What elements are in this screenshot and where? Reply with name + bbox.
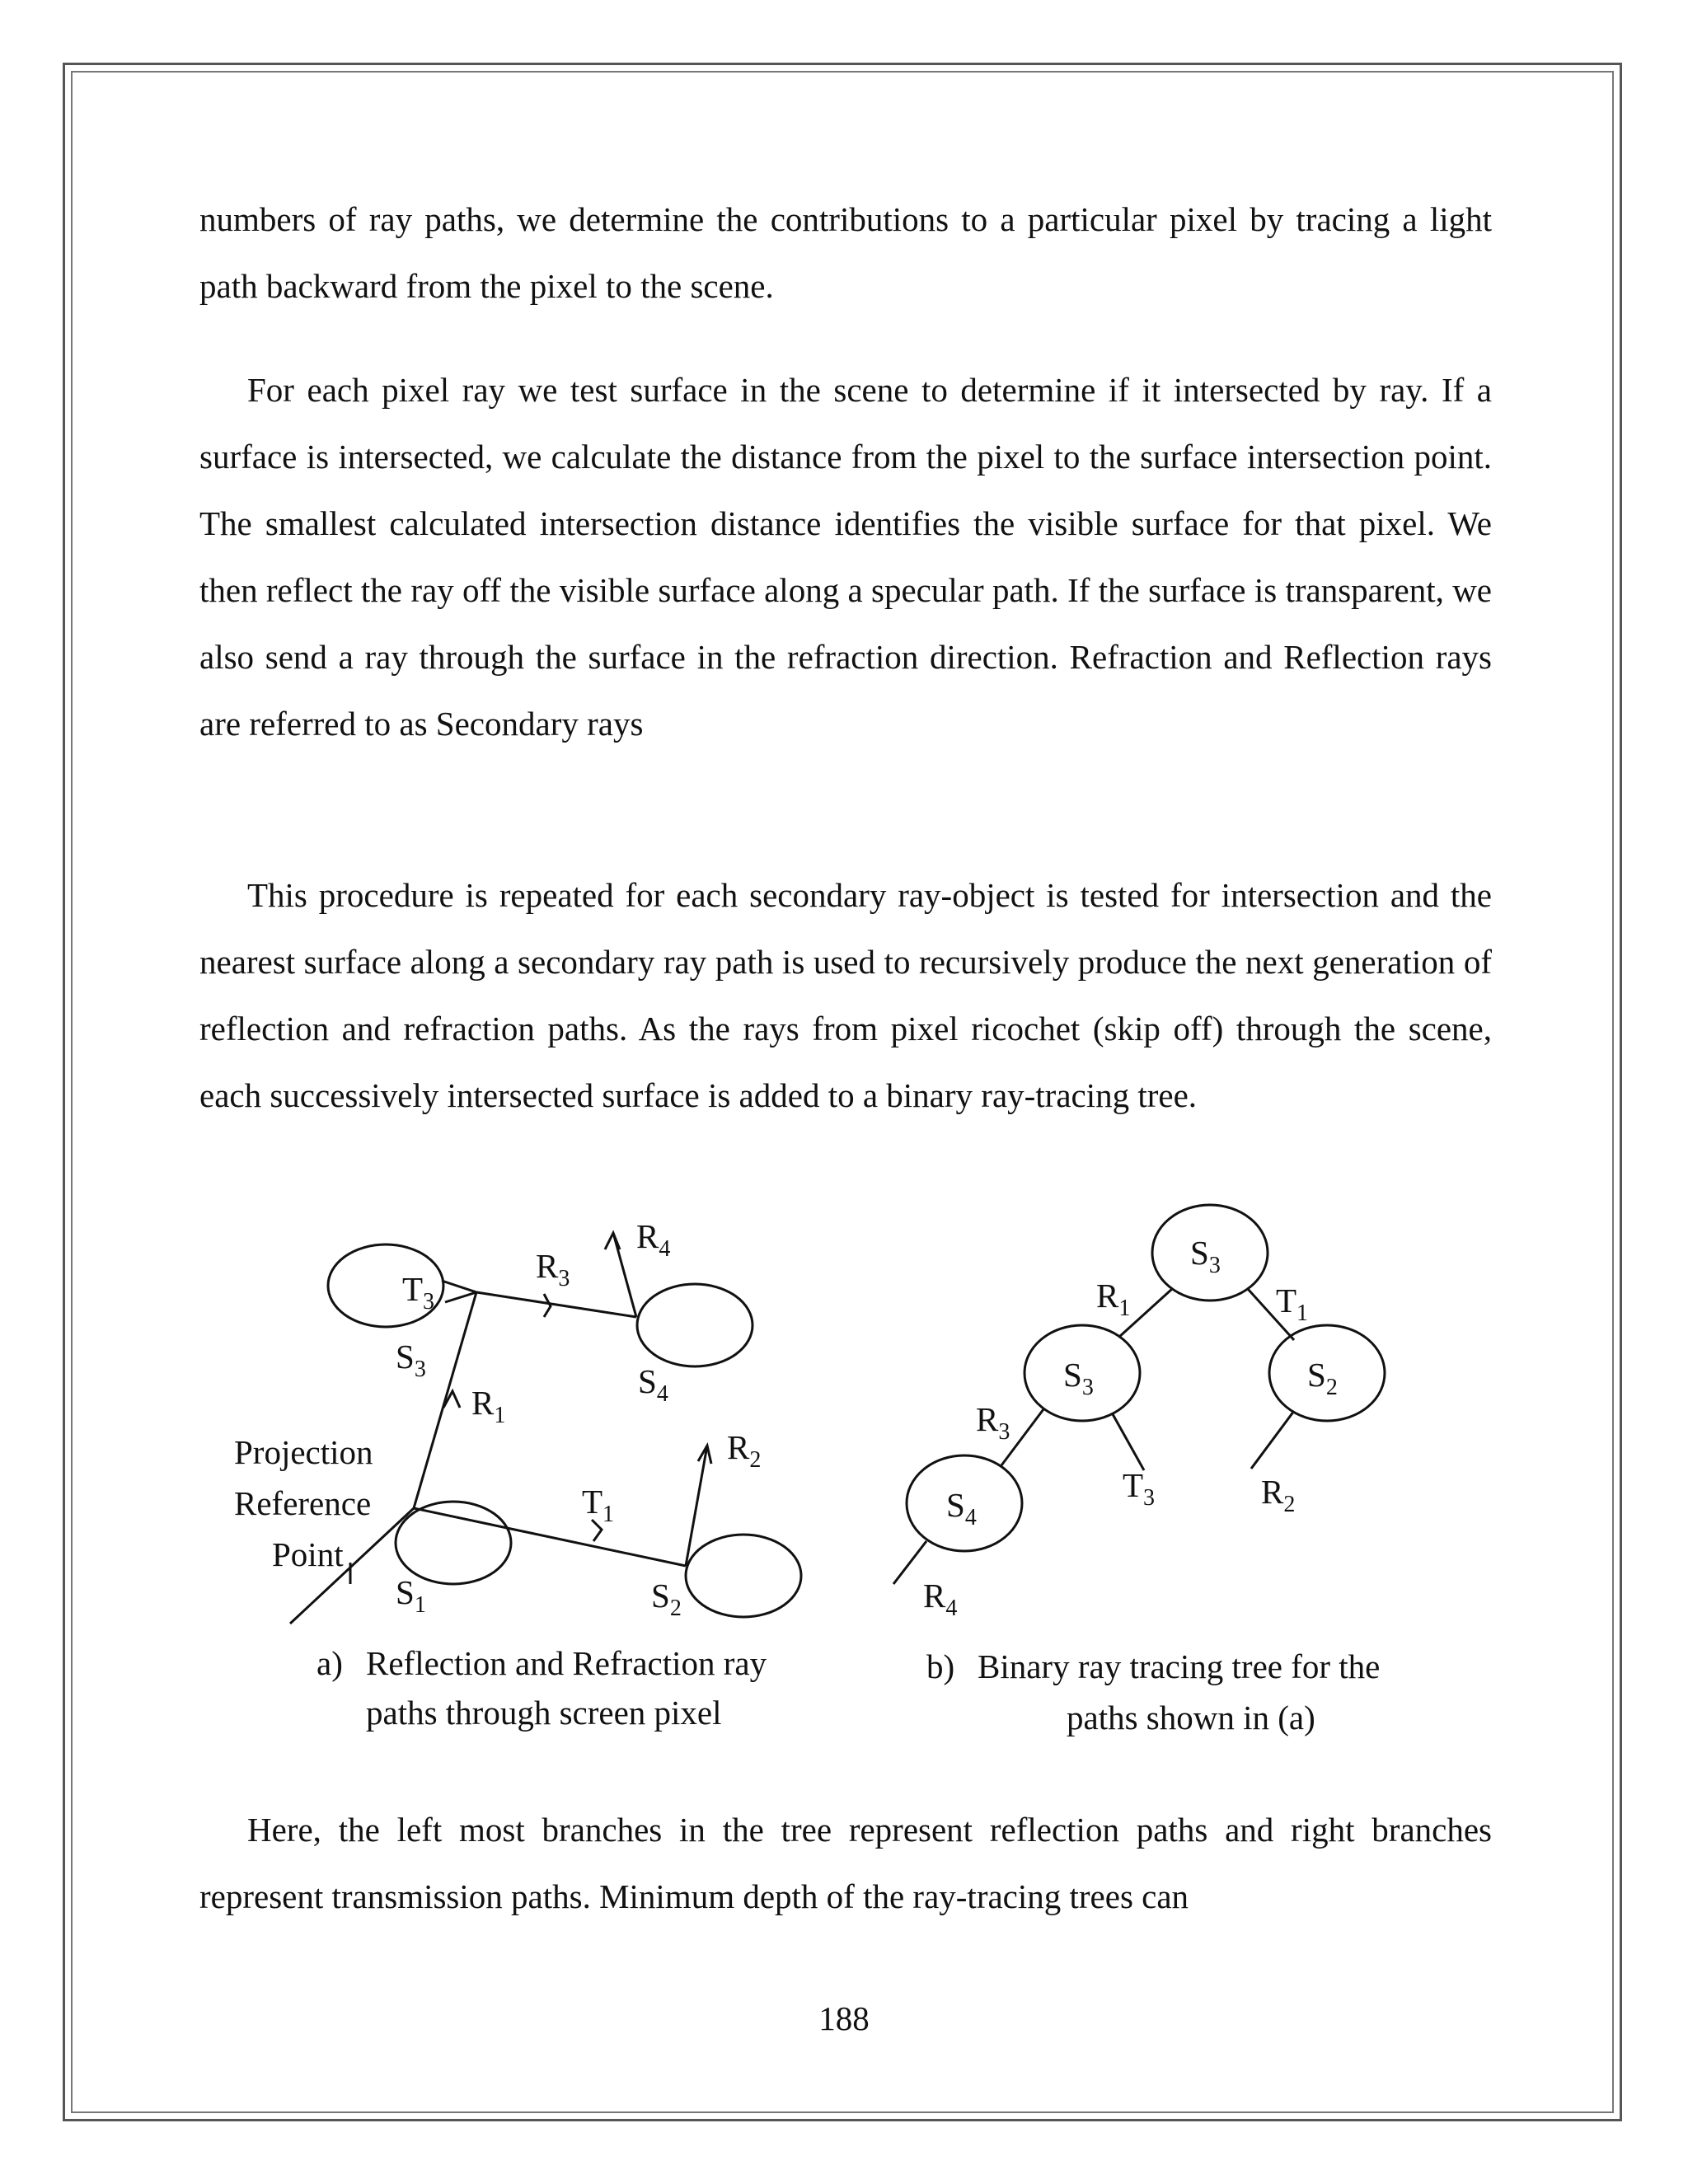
caption-b-line1: Binary ray tracing tree for the (978, 1647, 1381, 1685)
label-s3: $S_3$ (396, 1338, 426, 1382)
ray-t1 (414, 1508, 686, 1566)
label-r3: $R_3$ (536, 1247, 570, 1291)
paragraph-2: For each pixel ray we test surface in the scene to determine if it intersected by ray. If a surface is intersected, we calculate the distance from the pixel to the surface intersection point. The smallest calculated intersection distance identifies the visible surface for that pixel. We then reflect the ray off the visible surface along a specular path. If the surface is transparent, we also send a ray through the surface in the refraction direction. Refraction and Reflection rays are referred to as Secondary rays (199, 371, 1492, 743)
ray-t1-arrow (592, 1520, 602, 1541)
sphere-s4 (637, 1284, 753, 1366)
ray-t3-arrowhead (442, 1281, 476, 1302)
label-point: Point (272, 1535, 344, 1573)
tree-label-left: $S_3$ (1063, 1356, 1094, 1400)
tree-label-r1: $R_1$ (1096, 1277, 1131, 1321)
caption-a-line2: paths through screen pixel (366, 1694, 722, 1732)
tree-node-right-s2 (1269, 1325, 1385, 1421)
tree-edge-t3 (1113, 1414, 1144, 1470)
sphere-s1 (396, 1502, 511, 1584)
caption-b-line2: paths shown in (a) (1067, 1699, 1315, 1736)
ray-r4-arrow (605, 1233, 620, 1249)
paragraph-1: numbers of ray paths, we determine the contributions to a particular pixel by tracing a light path backward from the pixel to the scene. (199, 200, 1492, 305)
label-s1: $S_1$ (396, 1573, 426, 1618)
label-s4: $S_4$ (638, 1362, 668, 1407)
tree-label-t1: $T_1$ (1276, 1282, 1309, 1326)
sphere-s3 (328, 1244, 443, 1327)
label-s2: $S_2$ (651, 1577, 682, 1621)
label-r2: $R_2$ (727, 1428, 762, 1473)
tree-label-s4: $S_4$ (946, 1486, 977, 1530)
tree-edge-r4 (893, 1541, 926, 1584)
label-r4: $R_4$ (636, 1217, 671, 1262)
label-t1: $T_1$ (582, 1483, 615, 1527)
tree-edge-r2 (1251, 1411, 1294, 1469)
tree-label-r3: $R_3$ (976, 1400, 1010, 1445)
label-r1: $R_1$ (471, 1384, 506, 1428)
page-number: 188 (818, 1999, 870, 2037)
ray-r3-tick (544, 1294, 551, 1317)
paragraph-3: This procedure is repeated for each secondary ray-object is tested for intersection and the nearest surface along a secondary ray path is used to recursively produce the next generation of reflection and refraction paths. As the rays from pixel ricochet (skip off) through the scene, each successively intersected surface is added to a binary ray-tracing tree. (199, 876, 1492, 1114)
caption-a-line1: Reflection and Refraction ray (366, 1644, 767, 1682)
caption-b-marker: b) (926, 1647, 955, 1685)
tree-label-right: $S_2$ (1307, 1356, 1338, 1400)
ray-r1 (414, 1292, 476, 1508)
ray-r4 (613, 1233, 636, 1317)
sphere-s2 (686, 1535, 801, 1617)
tree-node-left-s3 (1025, 1325, 1140, 1421)
tree-label-t3: $T_3$ (1123, 1466, 1156, 1511)
label-reference: Reference (234, 1484, 372, 1522)
label-t3: $T_3$ (402, 1270, 435, 1315)
tree-label-r4: $R_4$ (923, 1577, 958, 1621)
ray-r2 (686, 1446, 707, 1566)
label-projection: Projection (234, 1433, 373, 1471)
paragraph-4: Here, the left most branches in the tree represent reflection paths and right branches represent transmission paths. Minimum depth of the ray-tracing trees can (199, 1811, 1492, 1915)
caption-a-marker: a) (316, 1644, 343, 1682)
tree-label-root: $S_3$ (1190, 1234, 1221, 1278)
ray-r3 (476, 1292, 636, 1317)
tree-label-r2: $R_2$ (1261, 1473, 1296, 1517)
